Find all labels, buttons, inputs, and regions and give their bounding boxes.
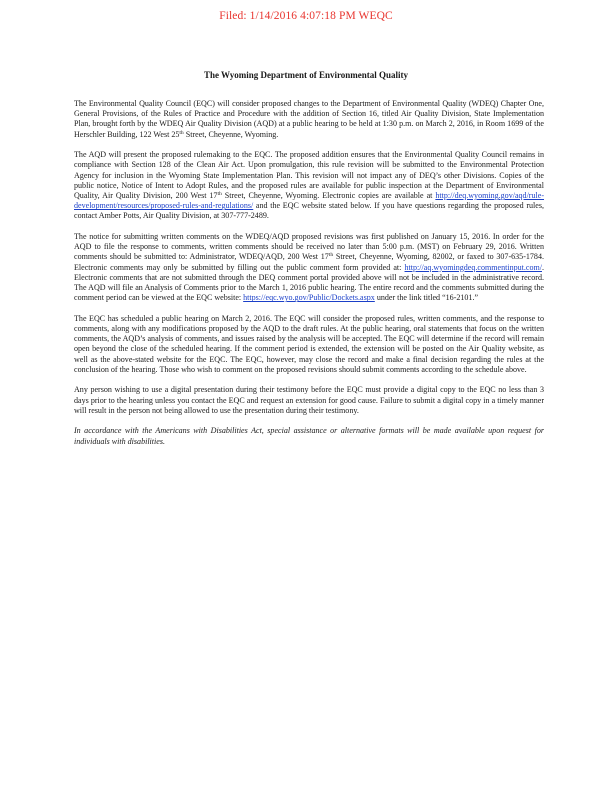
paragraph-text: Street, Cheyenne, Wyoming, 82002, or faxed to 307-635-1784. Electronic comments may only be submitted by filling out the public comment form provided at: [74, 252, 544, 272]
paragraph-text: and the EQC website stated below. If you have questions regarding the proposed rules, contact Amber Potts, Air Quality Division, at 307-777-2489. [74, 201, 544, 221]
paragraph-hearing-notice [74, 99, 544, 140]
paragraph-text: The notice for submitting written comments on the WDEQ/AQD proposed revisions was first published on January 15, 2016. In order for the AQD to file the response to comments, written comments should be received no later than 5:00 p.m. (MST) on February 29, 2016. Written comments should be submitted to: Administrator, WDEQ/AQD, 200 West 17 [74, 232, 544, 262]
superscript: th [179, 129, 184, 136]
comment-portal-link[interactable]: http://aq.wyomingdeq.commentinput.com/ [404, 262, 542, 272]
paragraph-text: The AQD will present the proposed rulemaking to the EQC. The proposed addition ensures that the Environmental Quality Council remains in compliance with Section 128 of the Clean Air Act. Upon promulgation, this rule revision will be submitted to the Environmental Protection Agency for inclusion in the Wyoming State Implementation Plan. This revision will not impact any of DEQ’s other Divisions. Copies of the public notice, Notice of Intent to Adopt Rules, and the proposed rules are available for public inspection at the Department of Environmental Quality, Air Quality Division, 200 West 17 [74, 150, 544, 201]
paragraph-rulemaking [74, 150, 544, 221]
filed-stamp: Filed: 1/14/2016 4:07:18 PM WEQC [219, 10, 393, 22]
paragraph-text: Street, Cheyenne, Wyoming. [183, 129, 279, 139]
paragraph-ada-notice: In accordance with the Americans with Disabilities Act, special assistance or alternative formats will be made available upon request for individuals with disabilities. [74, 426, 544, 446]
paragraph-digital-presentation: Any person wishing to use a digital presentation during their testimony before the EQC must provide a digital copy to the EQC no less than 3 days prior to the hearing unless you contact the EQC and request an extension for good cause. Failure to submit a digital copy in a timely manner will result in the person not being allowed to use the presentation during their testimony. [74, 385, 544, 415]
paragraph-written-comments [74, 232, 544, 303]
page-title: The Wyoming Department of Environmental Quality [203, 70, 409, 80]
superscript: th [217, 191, 222, 198]
eqc-dockets-link[interactable]: https://eqc.wyo.gov/Public/Dockets.aspx [243, 293, 375, 303]
paragraph-public-hearing: The EQC has scheduled a public hearing on March 2, 2016. The EQC will consider the proposed rules, written comments, and the response to comments, along with any modifications proposed by the AQD to the draft rules. At the public hearing, oral statements that focus on the written comments, the AQD’s analysis of comments, and issues raised by the analysis will be accepted. The EQC will determine if the record will remain open beyond the close of the scheduled hearing. If the comment period is extended, the extension will be posted on the Air Quality website, as well as the above-stated website for the EQC. The EQC, however, may close the record and make a final decision regarding the rules at the conclusion of the hearing. Those who wish to comment on the proposed revisions should submit comments according to the schedule above. [74, 313, 544, 374]
document-body [74, 99, 544, 457]
paragraph-text: Street, Cheyenne, Wyoming. Electronic copies are available at [221, 191, 436, 201]
paragraph-text: . Electronic comments that are not submitted through the DEQ comment portal provided above will not be included in the administrative record. The AQD will file an Analysis of Comments prior to the March 1, 2016 public hearing. The entire record and the comments submitted during the comment period can be viewed at the EQC website: [74, 262, 544, 303]
paragraph-text: The Environmental Quality Council (EQC) will consider proposed changes to the Department of Environmental Quality (WDEQ) Chapter One, General Provisions, of the Rules of Practice and Procedure with the addition of Section 16, titled Air Quality Division, State Implementation Plan, brought forth by the WDEQ Air Quality Division (AQD) at a public hearing to be held at 1:30 p.m. on March 2, 2016, in Room 1699 of the Herschler Building, 122 West 25 [74, 99, 544, 139]
paragraph-text: under the link titled “16-2101.” [374, 293, 479, 303]
proposed-rules-link[interactable]: http://deq.wyoming.gov/aqd/rule-development/resources/proposed-rules-and-regulations/ [74, 191, 544, 211]
superscript: th [328, 252, 334, 259]
